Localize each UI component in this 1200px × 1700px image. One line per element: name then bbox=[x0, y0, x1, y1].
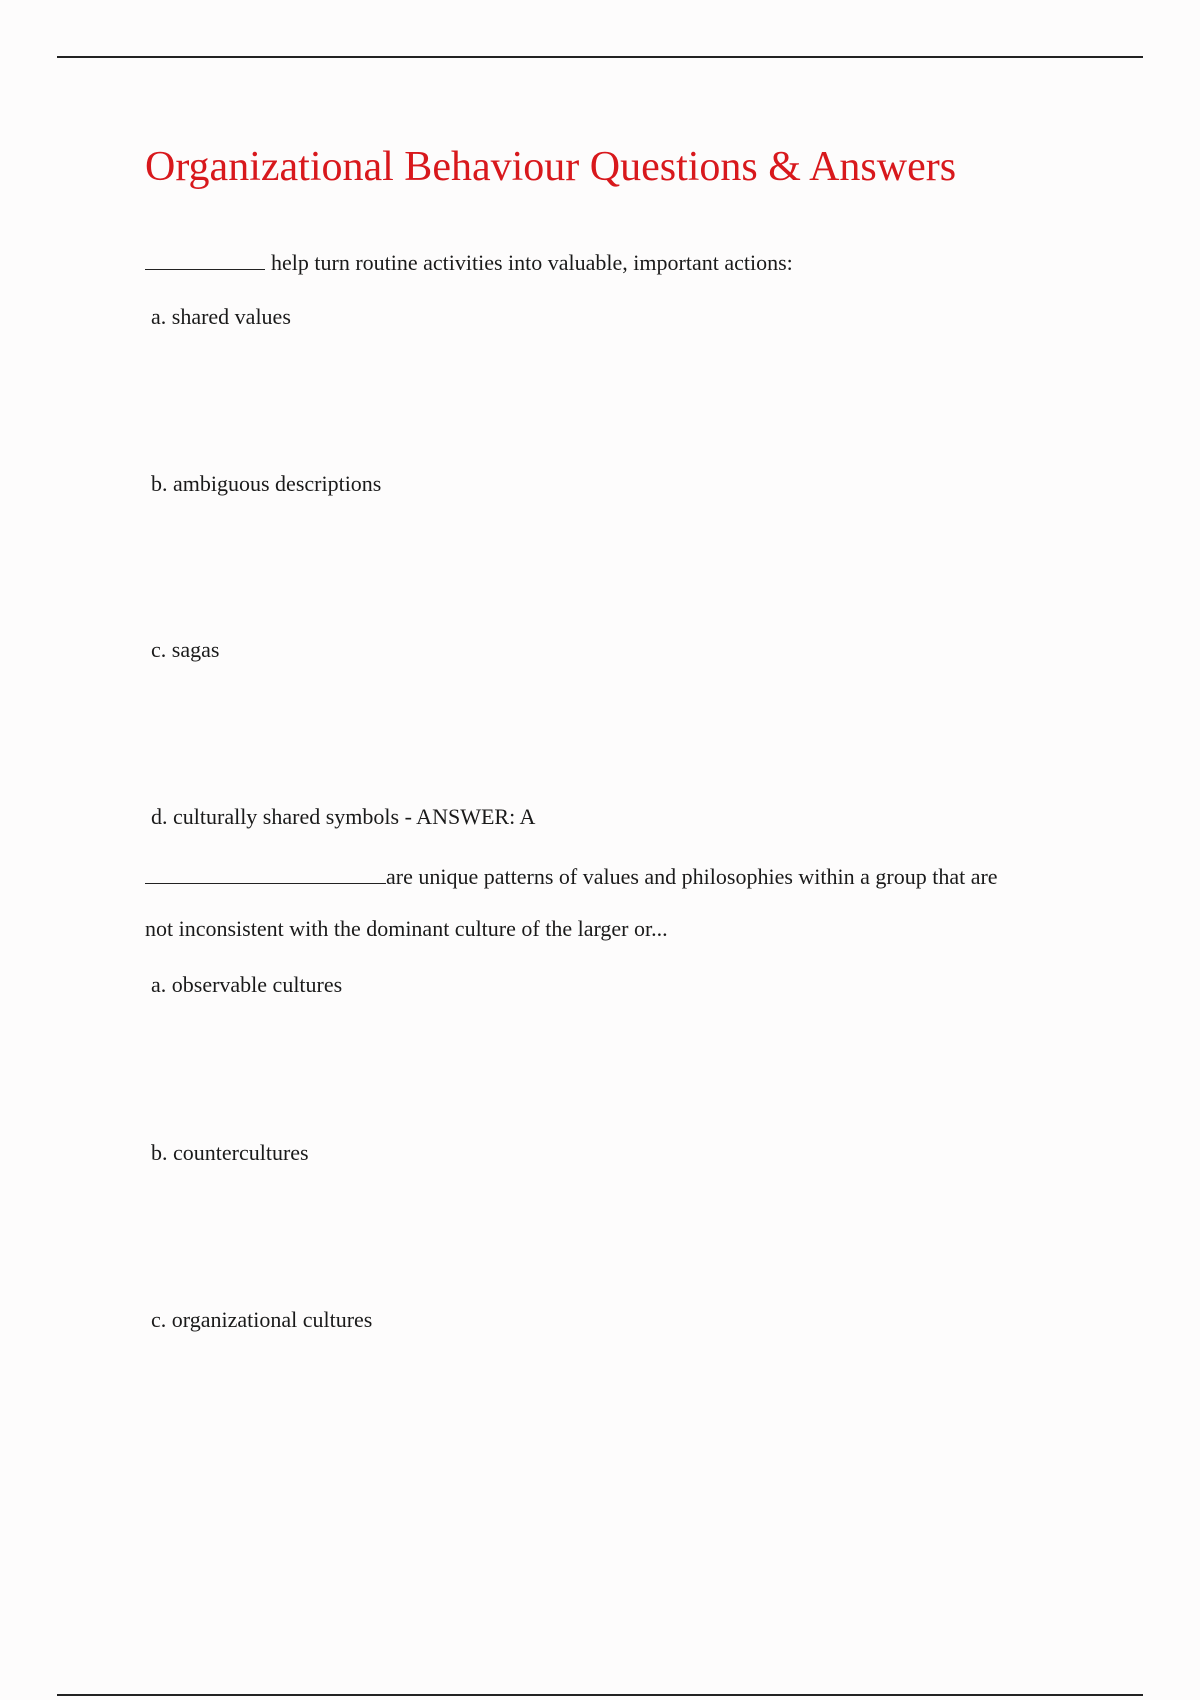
fill-in-blank bbox=[145, 861, 386, 884]
question-1-option-b: b. ambiguous descriptions bbox=[151, 471, 382, 496]
question-1-option-d: d. culturally shared symbols - ANSWER: A bbox=[151, 804, 536, 829]
header-rule bbox=[57, 56, 1143, 58]
question-1-stem bbox=[145, 247, 793, 276]
question-1-option-a: a. shared values bbox=[151, 304, 291, 329]
fill-in-blank bbox=[145, 247, 265, 270]
question-2-stem-line-2: not inconsistent with the dominant culture of the larger or... bbox=[145, 916, 668, 941]
question-1-text: help turn routine activities into valuable, important actions: bbox=[271, 250, 793, 275]
footer-rule bbox=[57, 1694, 1143, 1696]
question-2-option-c: c. organizational cultures bbox=[151, 1307, 373, 1332]
question-2-option-a: a. observable cultures bbox=[151, 972, 343, 997]
question-1-option-c: c. sagas bbox=[151, 637, 220, 662]
document-title: Organizational Behaviour Questions & Answers bbox=[145, 144, 957, 190]
question-2-text-line-1: are unique patterns of values and philosophies within a group that are bbox=[386, 864, 998, 889]
question-2-option-b: b. countercultures bbox=[151, 1140, 309, 1165]
question-2-stem-line-1 bbox=[145, 861, 998, 890]
